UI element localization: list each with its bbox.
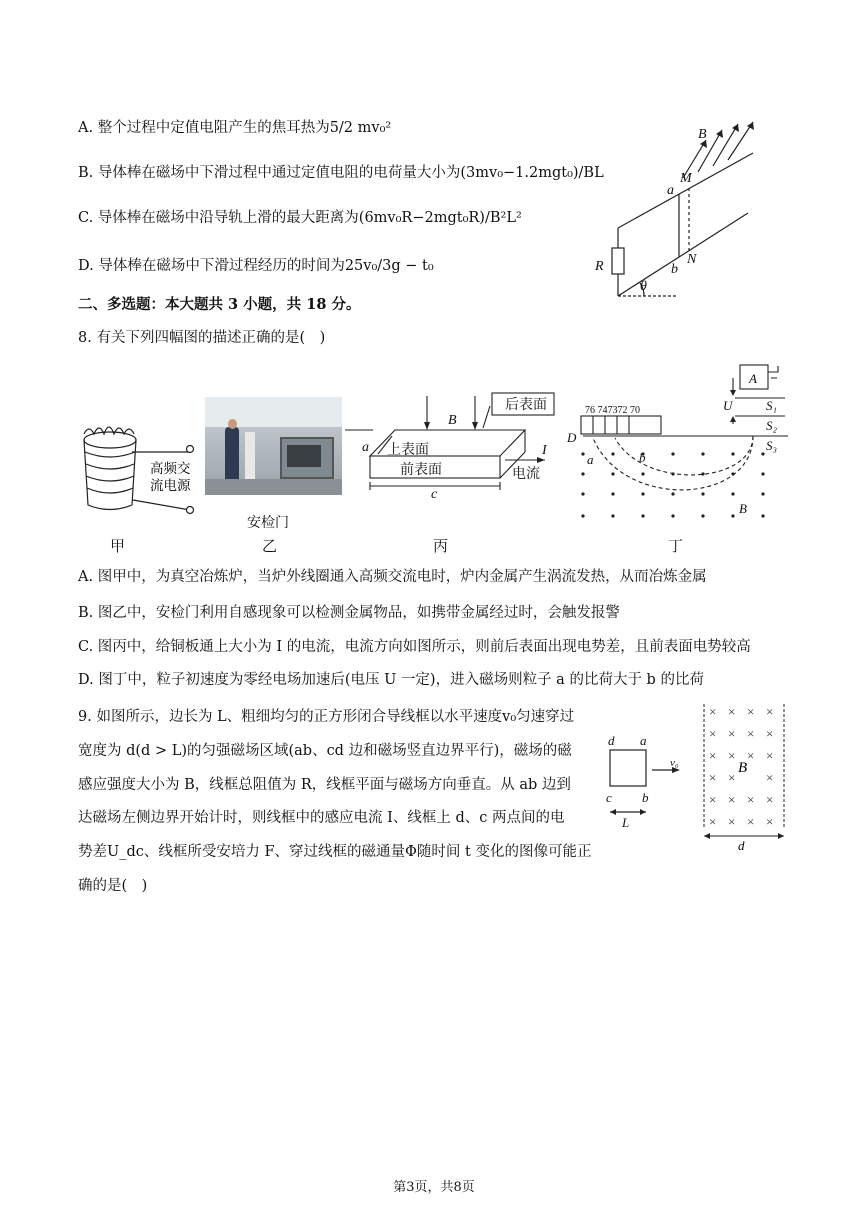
q9-fig-d-label: d [608, 733, 615, 748]
q7-fig-theta-label: θ [640, 279, 647, 294]
svg-text:×: × [709, 792, 717, 807]
svg-text:×: × [709, 704, 717, 719]
svg-text:×: × [747, 726, 755, 741]
fig-ding-d-label: D [567, 430, 577, 445]
section-title: 二、多选题：本大题共 3 小题，共 18 分。 [78, 296, 361, 313]
svg-text:×: × [766, 814, 774, 829]
svg-text:×: × [728, 726, 736, 741]
fig-ding-mass-spectrometer [563, 360, 793, 530]
fig-ding-s3-label: S₃ [766, 438, 778, 453]
fig-bing-a-label: a [362, 440, 369, 455]
fig-bing-front-label: 前表面 [400, 463, 442, 478]
fig-ding-s1-label: S₁ [766, 398, 778, 413]
fig-ding-b2-label: B [739, 501, 747, 516]
fig-jia-furnace [72, 410, 207, 520]
svg-text:×: × [766, 726, 774, 741]
q7-option-d: D. 导体棒在磁场中下滑过程经历的时间为25v₀/3g − t₀ [78, 258, 434, 274]
svg-text:×: × [728, 792, 736, 807]
fig-ding-a2-label: a [587, 452, 594, 467]
fig-bing-b-label: B [448, 413, 457, 428]
q9-fig-a-label: a [640, 733, 647, 748]
q9-fig-l-label: L [622, 815, 630, 830]
q7-option-b: B. 导体棒在磁场中下滑过程中通过定值电阻的电荷量大小为(3mv₀−1.2mgt₀)/BL [78, 165, 604, 181]
svg-text:×: × [766, 748, 774, 763]
fig-ding-s2-label: S₂ [766, 418, 778, 433]
fig-bing-caption: 丙 [433, 537, 449, 555]
page-footer: 第3页，共8页 [393, 1180, 475, 1195]
q9-line-1: 9. 如图所示，边长为 L、粗细均匀的正方形闭合导线框以水平速度v₀匀速穿过 [78, 709, 575, 725]
fig-jia-label-1: 高频交 [150, 461, 191, 476]
q9-fig-b-label: b [642, 790, 649, 805]
fig-bing-top-label: 上表面 [387, 443, 429, 458]
svg-text:×: × [728, 770, 736, 785]
svg-text:×: × [747, 792, 755, 807]
q9-line-5: 势差U_dc、线框所受安培力 F、穿过线框的磁通量Φ随时间 t 变化的图像可能正 [78, 844, 592, 860]
q7-fig-n-label: N [687, 252, 697, 267]
q9-line-6: 确的是( ) [78, 878, 148, 894]
fig-bing-hall-plate [345, 388, 560, 508]
fig-ding-b-label: b [639, 450, 646, 465]
svg-text:×: × [709, 770, 717, 785]
q8-stem: 8. 有关下列四幅图的描述正确的是( ) [78, 330, 326, 346]
q7-fig-r-label: R [595, 259, 604, 274]
q9-fig-c-label: c [606, 790, 612, 805]
fig-bing-current-label: 电流 [512, 467, 540, 482]
fig-jia-caption: 甲 [110, 537, 126, 555]
q9-fig-width-label: d [738, 838, 745, 853]
fig-yi-label: 安检门 [247, 515, 289, 531]
q8-option-d: D. 图丁中，粒子初速度为零经电场加速后(电压 U 一定)，进入磁场则粒子 a 的比荷大于 b 的比荷 [78, 672, 704, 688]
svg-text:×: × [728, 748, 736, 763]
fig-ding-a-label: A [749, 371, 757, 386]
svg-text:×: × [709, 814, 717, 829]
svg-text:×: × [709, 726, 717, 741]
q7-incline-figure [588, 118, 773, 303]
q9-fig-field-b-label: B [738, 760, 748, 776]
q9-line-4: 达磁场左侧边界开始计时，则线框中的感应电流 I、线框上 d、c 两点间的电 [78, 810, 565, 826]
fig-jia-label-2: 流电源 [150, 478, 191, 493]
svg-text:×: × [728, 814, 736, 829]
fig-bing-i-label: I [542, 443, 547, 458]
q7-fig-b2-label: b [671, 262, 678, 277]
fig-bing-back-label: 后表面 [505, 398, 547, 413]
fig-bing-c-label: c [431, 487, 438, 502]
q8-option-a: A. 图甲中，为真空冶炼炉，当炉外线圈通入高频交流电时，炉内金属产生涡流发热，从而冶炼金属 [78, 569, 707, 585]
q9-line-3: 感应强度大小为 B，线框总阻值为 R，线框平面与磁场方向垂直。从 ab 边到 [78, 777, 571, 793]
fig-yi-caption: 乙 [262, 537, 278, 555]
q9-field-figure [698, 700, 798, 855]
svg-text:×: × [766, 704, 774, 719]
q7-option-c: C. 导体棒在磁场中沿导轨上滑的最大距离为(6mv₀R−2mgt₀R)/B²L² [78, 210, 522, 226]
q7-fig-b-label: B [698, 127, 707, 142]
svg-text:×: × [747, 814, 755, 829]
svg-text:×: × [728, 704, 736, 719]
q9-loop-figure [600, 730, 690, 830]
q9-line-2: 宽度为 d(d > L)的匀强磁场区域(ab、cd 边和磁场竖直边界平行)，磁场的磁 [78, 743, 572, 759]
svg-text:×: × [766, 770, 774, 785]
security-gate-photo [205, 397, 342, 495]
fig-ding-u-label: U [723, 398, 733, 413]
q7-fig-a-label: a [667, 183, 674, 198]
svg-text:×: × [766, 792, 774, 807]
q7-option-a: A. 整个过程中定值电阻产生的焦耳热为5/2 mv₀² [78, 120, 392, 136]
svg-text:×: × [747, 704, 755, 719]
fig-ding-caption: 丁 [668, 537, 684, 555]
q8-option-b: B. 图乙中，安检门利用自感现象可以检测金属物品，如携带金属经过时，会触发报警 [78, 605, 620, 621]
svg-text:×: × [709, 748, 717, 763]
q8-option-c: C. 图丙中，给铜板通上大小为 I 的电流，电流方向如图所示，则前后表面出现电势差，且前表面电势较高 [78, 639, 751, 655]
q9-fig-v0-label: v₀ [670, 757, 679, 769]
fig-ding-scale: 76 747372 70 [585, 405, 640, 416]
magnetic-field-dots [581, 452, 764, 517]
svg-text:×: × [747, 748, 755, 763]
q7-fig-m-label: M [680, 171, 692, 186]
